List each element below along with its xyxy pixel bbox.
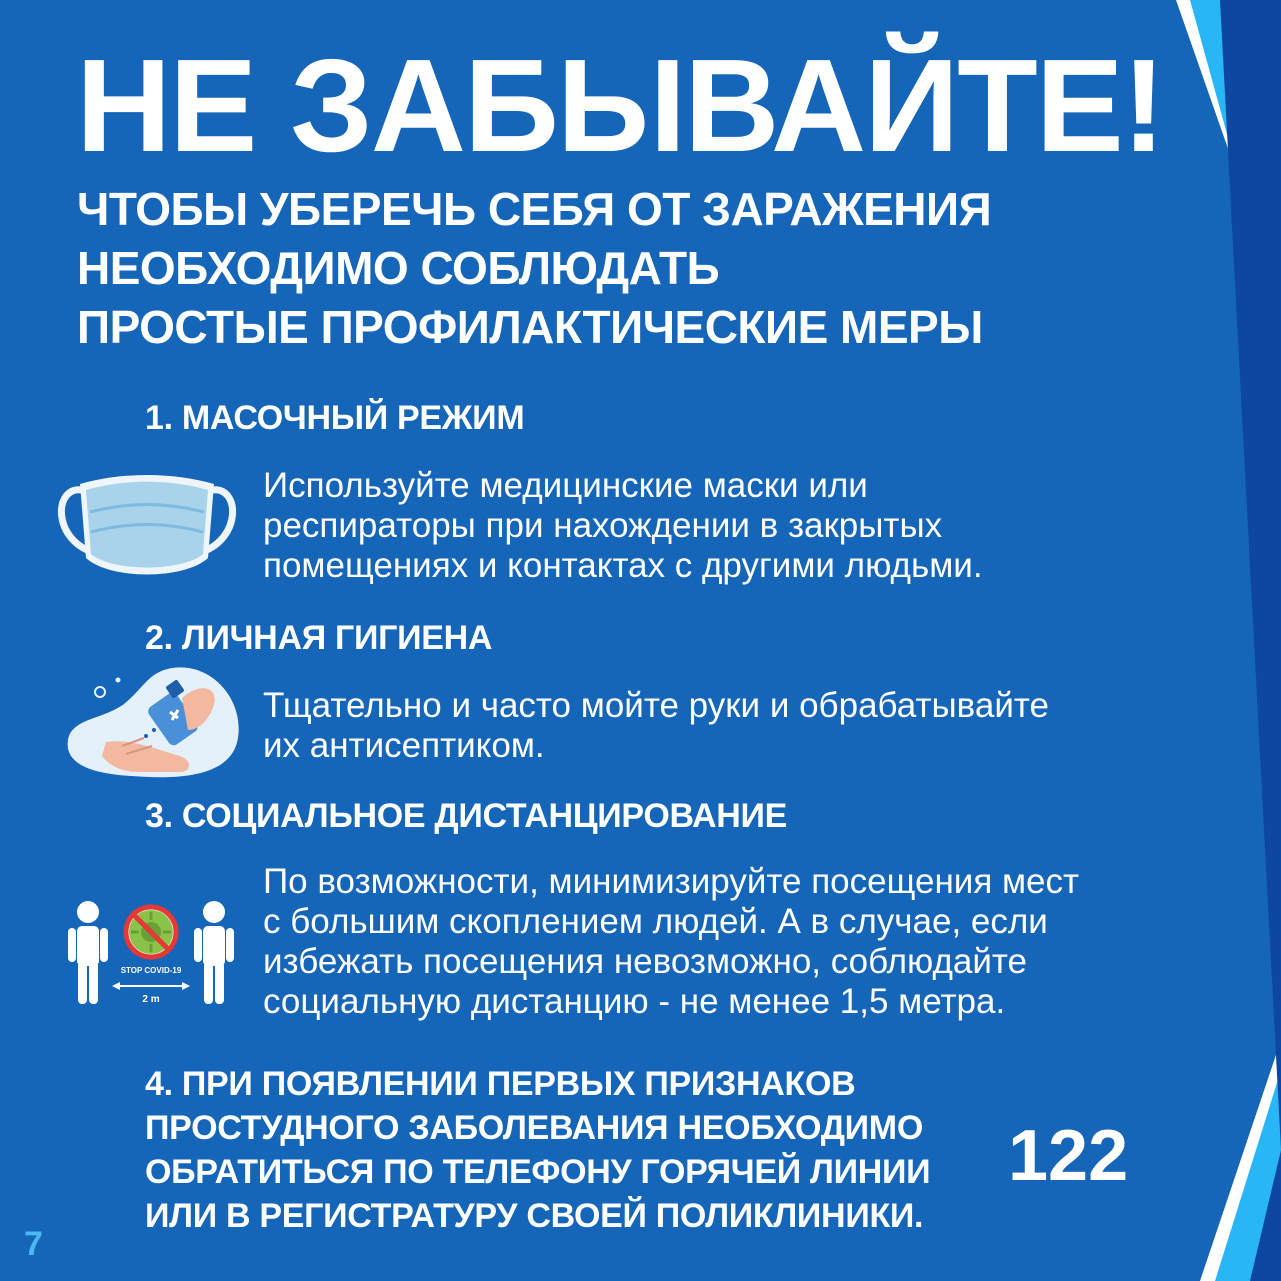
subtitle-line: ПРОСТЫЕ ПРОФИЛАКТИЧЕСКИЕ МЕРЫ — [77, 301, 983, 353]
item-4-text-line: ПРОСТУДНОГО ЗАБОЛЕВАНИЯ НЕОБХОДИМО — [145, 1109, 923, 1147]
item-4-text-line: ОБРАТИТЬСЯ ПО ТЕЛЕФОНУ ГОРЯЧЕЙ ЛИНИИ — [145, 1153, 931, 1191]
item-3-text-line: с большим скоплением людей. А в случае, если — [263, 902, 1048, 941]
subtitle-line: НЕОБХОДИМО СОБЛЮДАТЬ — [77, 242, 720, 294]
subtitle-line: ЧТОБЫ УБЕРЕЧЬ СЕБЯ ОТ ЗАРАЖЕНИЯ — [77, 183, 992, 235]
medical-mask-icon — [52, 468, 242, 588]
item-2-text-line: их антисептиком. — [263, 726, 545, 765]
subtitle — [77, 180, 991, 357]
item-1-text — [263, 466, 983, 586]
item-3-text — [263, 862, 1079, 1022]
item-4-text-line: 4. ПРИ ПОЯВЛЕНИИ ПЕРВЫХ ПРИЗНАКОВ — [145, 1065, 856, 1103]
item-2-heading: 2. ЛИЧНАЯ ГИГИЕНА — [145, 619, 493, 657]
item-2-text-line: Тщательно и часто мойте руки и обрабатывайте — [263, 686, 1049, 725]
person-left-icon — [68, 901, 108, 1004]
page-title: НЕ ЗАБЫВАЙТЕ! — [76, 32, 1164, 179]
item-3-text-line: социальную дистанцию - не менее 1,5 метра. — [263, 982, 1006, 1021]
item-4-text-line: ИЛИ В РЕГИСТРАТУРУ СВОЕЙ ПОЛИКЛИНИКИ. — [145, 1197, 924, 1235]
item-1-text-line: Используйте медицинские маски или — [263, 466, 868, 505]
item-1-text-line: помещениях и контактах с другими людьми. — [263, 546, 983, 585]
person-right-icon — [194, 901, 234, 1004]
item-3-heading: 3. СОЦИАЛЬНОЕ ДИСТАНЦИРОВАНИЕ — [145, 797, 788, 835]
item-3-text-line: По возможности, минимизируйте посещения мест — [263, 862, 1080, 901]
stop-covid-label: STOP COVID-19 — [120, 966, 182, 975]
hotline-phone-number: 122 — [1008, 1116, 1129, 1196]
distance-label: 2 m — [142, 994, 160, 1005]
social-distance-icon — [64, 898, 240, 1008]
item-2-text — [263, 686, 1049, 766]
hand-sanitizer-icon — [62, 660, 244, 784]
item-3-text-line: избежать посещения невозможно, соблюдайте — [263, 942, 1028, 981]
item-1-text-line: респираторы при нахождении в закрытых — [263, 506, 943, 545]
page-number: 7 — [24, 1225, 43, 1263]
item-1-heading: 1. МАСОЧНЫЙ РЕЖИМ — [145, 399, 525, 437]
item-4-text — [145, 1062, 930, 1238]
